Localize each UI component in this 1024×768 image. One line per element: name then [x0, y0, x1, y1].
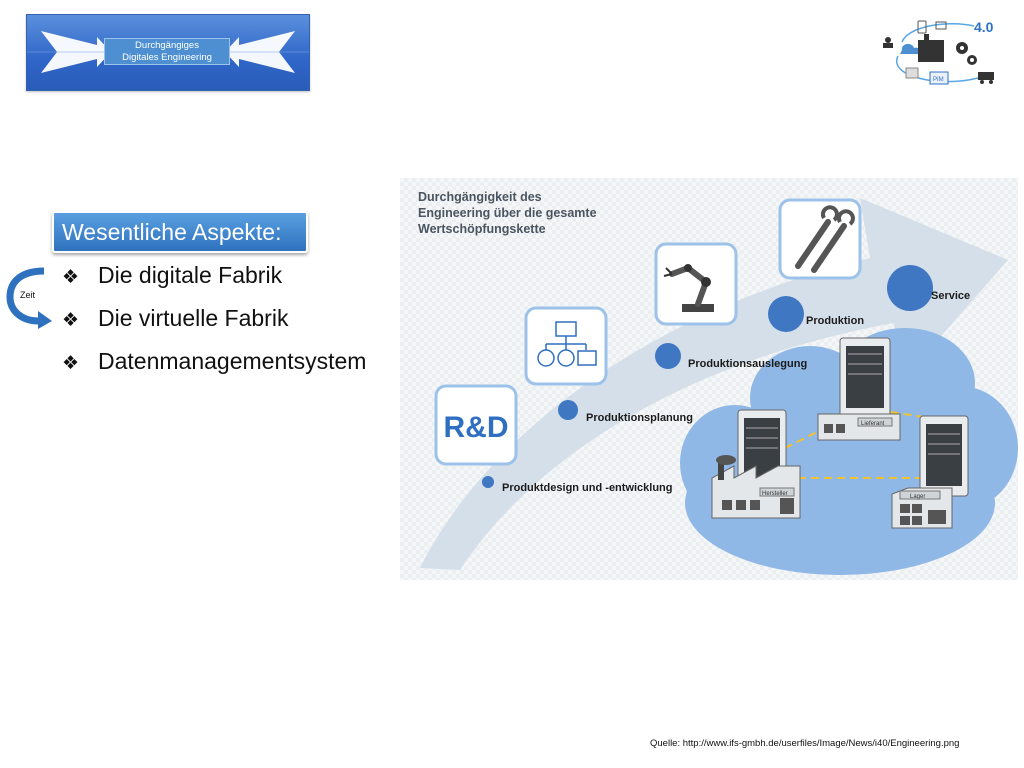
aspects-heading: Wesentliche Aspekte: — [52, 211, 308, 253]
rd-box — [436, 386, 516, 464]
server-icon — [920, 416, 968, 496]
diagram-title-line3: Wertschöpfungskette — [418, 222, 546, 236]
diagram-title-line1: Durchgängigkeit des — [418, 190, 542, 204]
factory-icon-warehouse — [892, 488, 952, 528]
stage-label-production-planning: Produktionsplanung — [586, 412, 693, 424]
stage-label-product-design: Produktdesign und -entwicklung — [502, 482, 673, 494]
stage-dot — [558, 400, 578, 420]
aspect-item-digital-factory — [62, 262, 282, 290]
rd-label: R&D — [443, 411, 509, 444]
banner-label-line2: Digitales Engineering — [122, 52, 212, 63]
factory-label: Lieferant — [861, 421, 885, 427]
aspect-item-virtual-factory — [62, 305, 288, 333]
engineering-value-chain-diagram — [400, 178, 1018, 580]
server-icon — [840, 338, 890, 418]
industry-40-logo — [878, 16, 1002, 94]
diagram-title-line2: Engineering über die gesamte — [418, 206, 597, 220]
aspect-item-label: Die virtuelle Fabrik — [98, 305, 289, 331]
diamond-bullet-icon: ❖ — [62, 267, 80, 288]
robot-arm-icon — [656, 244, 736, 324]
diagram-graphic — [400, 178, 1018, 580]
logo-pim-label: PIM — [933, 77, 944, 83]
banner-label-line1: Durchgängiges — [135, 40, 199, 51]
wrench-icon — [780, 200, 860, 278]
time-label: Zeit — [20, 290, 36, 300]
stage-dot — [655, 343, 681, 369]
stage-dot — [887, 265, 933, 311]
banner-label — [104, 38, 230, 65]
factory-label: Lager — [910, 494, 926, 500]
stage-dot — [768, 296, 804, 332]
factory-label: Hersteller — [762, 491, 788, 497]
diamond-bullet-icon: ❖ — [62, 353, 80, 374]
source-citation: Quelle: http://www.ifs-gmbh.de/userfiles/Image/News/i40/Engineering.png — [650, 738, 960, 749]
aspect-item-label: Datenmanagementsystem — [98, 348, 367, 374]
stage-label-production: Produktion — [806, 315, 865, 327]
aspect-item-label: Die digitale Fabrik — [98, 262, 283, 288]
stage-label-production-layout: Produktionsauslegung — [688, 358, 808, 370]
org-chart-icon — [526, 308, 606, 384]
logo-badge-text: 4.0 — [974, 19, 994, 35]
aspect-item-data-management — [62, 348, 366, 376]
stage-dot — [482, 476, 494, 488]
diamond-bullet-icon: ❖ — [62, 310, 80, 331]
factory-icon-supplier — [818, 414, 900, 440]
stage-label-service: Service — [931, 290, 971, 302]
